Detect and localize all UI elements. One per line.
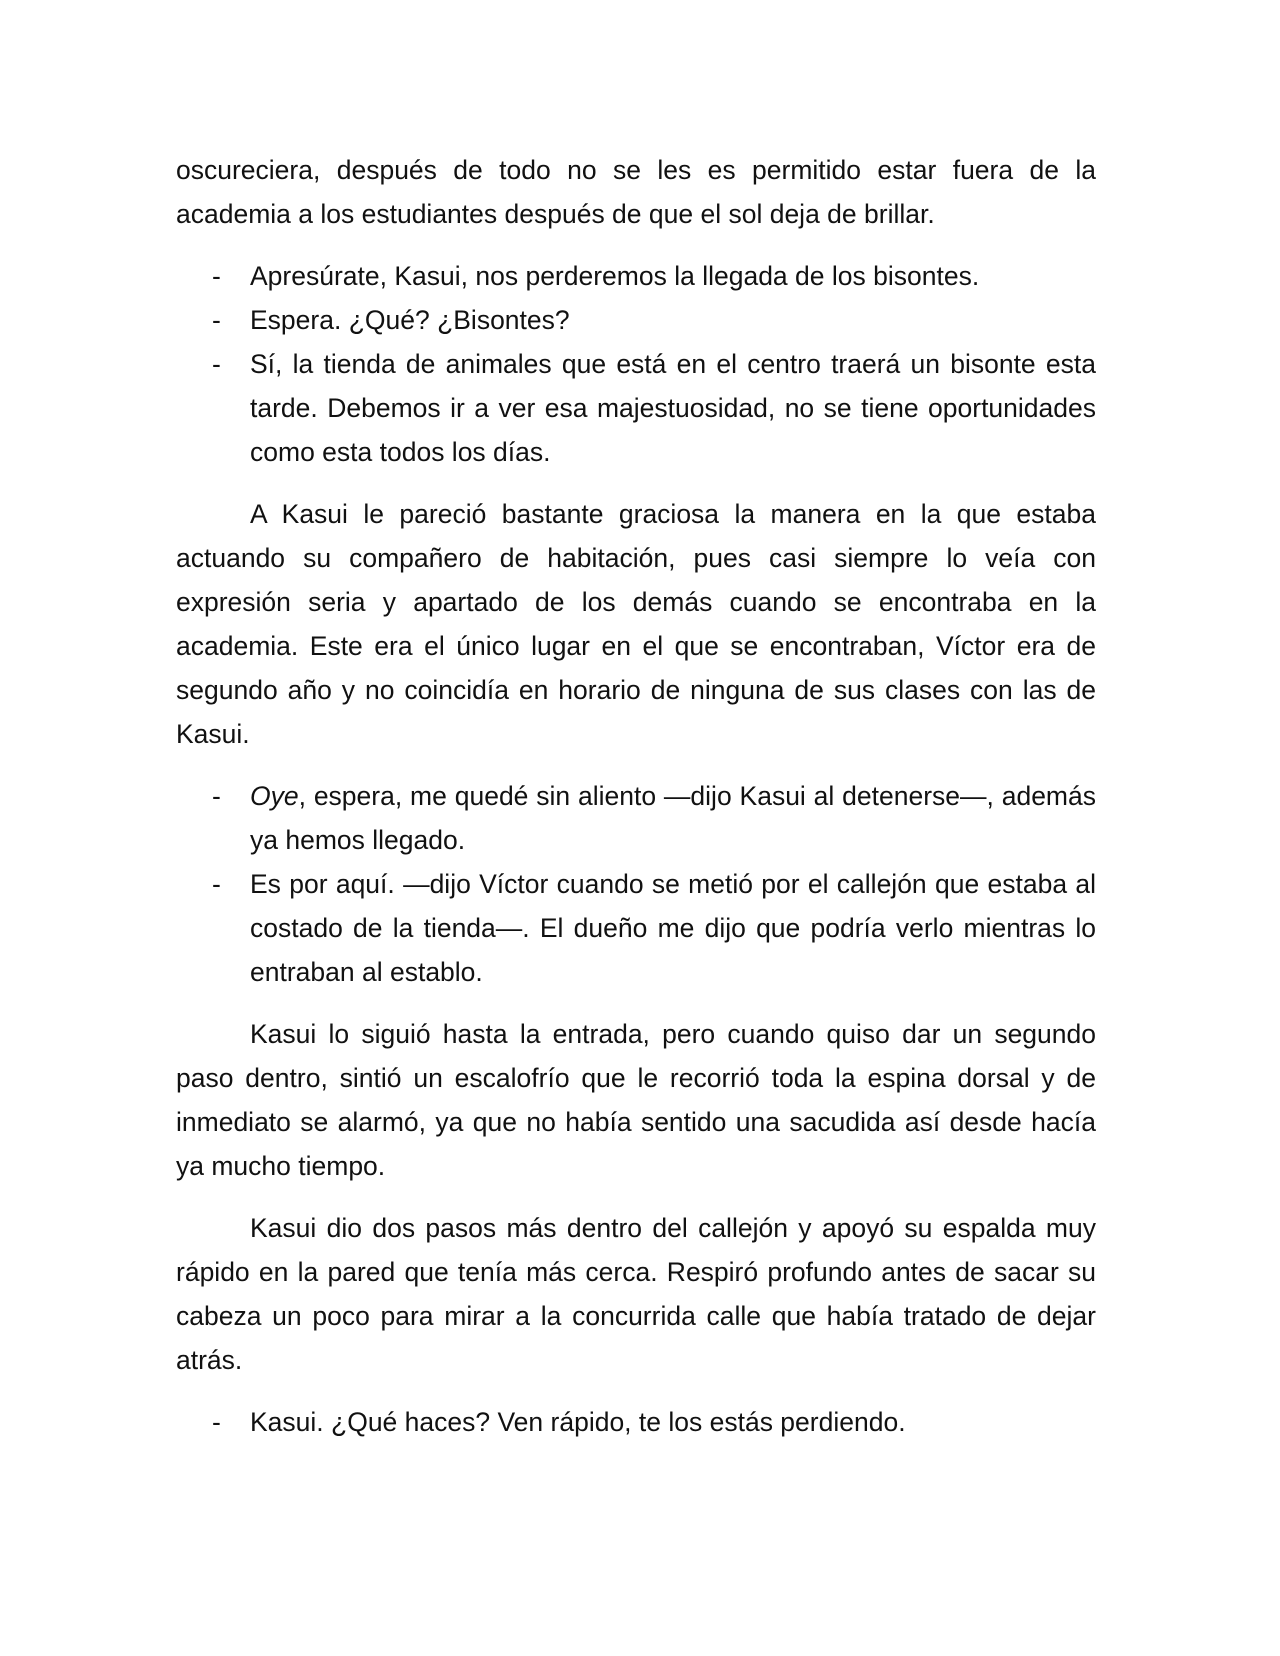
- dialogue-dash: -: [212, 869, 221, 899]
- dialogue-dash: -: [212, 349, 221, 379]
- paragraph: A Kasui le pareció bastante graciosa la manera en la que estaba actuando su compañero de habitación, pues casi siempre lo veía con expresión seria y apartado de los demás cuando se encontraba en la academia. Este era el único lugar en el que se encontraban, Víctor era de segundo año y no coincidía en horario de ninguna de sus clases con las de Kasui.: [176, 499, 1096, 749]
- paragraph: Kasui lo siguió hasta la entrada, pero cuando quiso dar un segundo paso dentro, sintió un escalofrío que le recorrió toda la espina dorsal y de inmediato se alarmó, ya que no había sentido una sacudida así desde hacía ya mucho tiempo.: [176, 1019, 1096, 1181]
- dialogue-line: [176, 342, 1096, 474]
- dialogue-text: Kasui. ¿Qué haces? Ven rápido, te los estás perdiendo.: [250, 1407, 906, 1437]
- dialogue-italic-word: Oye: [250, 781, 299, 811]
- dialogue-line: [176, 1400, 1096, 1444]
- dialogue-line: [176, 298, 1096, 342]
- dialogue-dash: -: [212, 781, 221, 811]
- dialogue-line: [176, 774, 1096, 862]
- dialogue-text: Es por aquí. —dijo Víctor cuando se metió por el callejón que estaba al costado de la tienda—. El dueño me dijo que podría verlo mientras lo entraban al establo.: [250, 869, 1096, 987]
- dialogue-dash: -: [212, 305, 221, 335]
- dialogue-text: Espera. ¿Qué? ¿Bisontes?: [250, 305, 570, 335]
- dialogue-dash: -: [212, 261, 221, 291]
- dialogue-text: , espera, me quedé sin aliento —dijo Kasui al detenerse—, además ya hemos llegado.: [250, 781, 1096, 855]
- document-page: [176, 148, 1096, 1444]
- dialogue-list: [176, 774, 1096, 994]
- dialogue-list: [176, 254, 1096, 474]
- dialogue-list: [176, 1400, 1096, 1444]
- dialogue-text: Apresúrate, Kasui, nos perderemos la llegada de los bisontes.: [250, 261, 980, 291]
- dialogue-line: [176, 254, 1096, 298]
- dialogue-dash: -: [212, 1407, 221, 1437]
- paragraph: Kasui dio dos pasos más dentro del callejón y apoyó su espalda muy rápido en la pared que tenía más cerca. Respiró profundo antes de sacar su cabeza un poco para mirar a la concurrida calle que había tratado de dejar atrás.: [176, 1213, 1096, 1375]
- dialogue-text: Sí, la tienda de animales que está en el centro traerá un bisonte esta tarde. Debemos ir a ver esa majestuosidad, no se tiene oportunidades como esta todos los días.: [250, 349, 1096, 467]
- paragraph: oscureciera, después de todo no se les es permitido estar fuera de la academia a los estudiantes después de que el sol deja de brillar.: [176, 155, 1096, 229]
- dialogue-line: [176, 862, 1096, 994]
